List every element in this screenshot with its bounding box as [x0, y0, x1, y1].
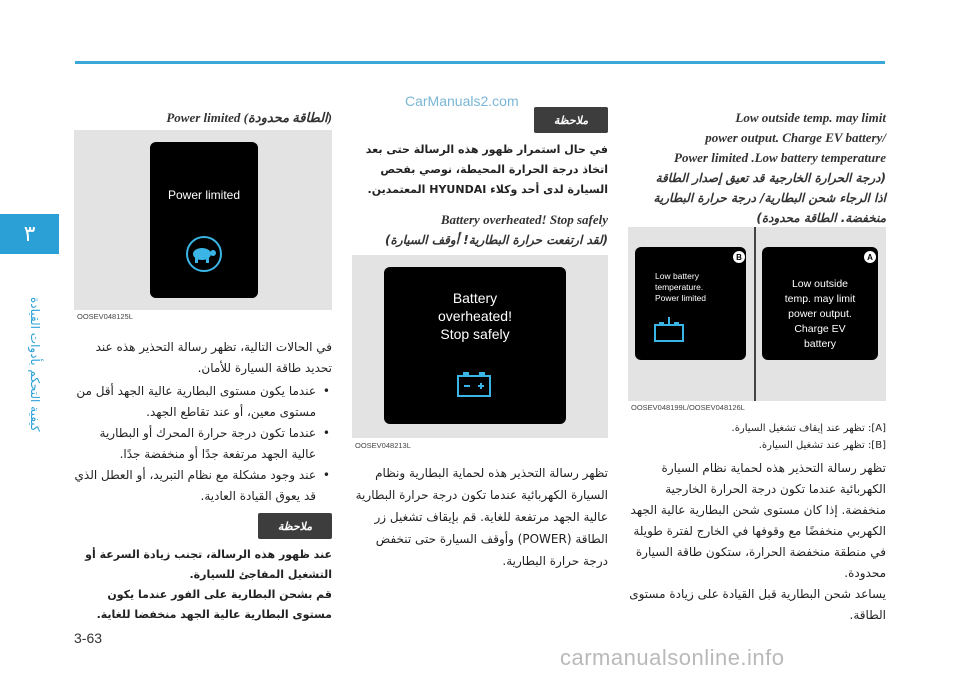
caution-badge	[258, 513, 332, 539]
screen-line: Stop safely	[440, 326, 510, 342]
intro: في الحالات التالية، تظهر رسالة التحذير هذه عند تحديد طاقة السيارة للأمان.	[95, 340, 332, 375]
caution-badge	[534, 107, 608, 133]
figure-caption: OOSEV048213L	[355, 441, 411, 450]
screen-a-line: power output.	[788, 308, 852, 320]
caution-text: عند ظهور هذه الرسالة، تجنب زيادة السرعة أو التشغيل المفاجئ للسيارة.	[85, 548, 332, 581]
battery-heat-icon	[649, 317, 689, 347]
middle-caution	[352, 140, 608, 200]
screen-a-line: Low outside	[791, 278, 849, 290]
screen-a-line: Charge EV	[794, 323, 846, 335]
screen-power-limited	[150, 142, 258, 298]
heading-en-line: Battery overheated! Stop safely	[440, 212, 608, 227]
screen-b-line: Low battery	[655, 271, 699, 281]
screen-line: Battery	[452, 290, 498, 306]
right-column-heading	[628, 108, 886, 228]
screen-b-line: Power limited	[655, 293, 707, 303]
page-number: 3-63	[74, 630, 103, 646]
middle-body	[352, 462, 608, 572]
screen-overheated	[384, 267, 566, 424]
list-item: • عند وجود مشكلة مع نظام التبريد، أو العطل الذي قد يعوق القيادة العادية.	[74, 465, 332, 507]
list-item: • عندما يكون مستوى البطارية عالية الجهد أقل من مستوى معين، أو عند تقاطع الجهد.	[74, 381, 332, 423]
heading-en-line: /power output. Charge EV battery	[705, 130, 886, 145]
paragraph: تظهر رسالة التحذير هذه لحماية البطارية ونظام السيارة الكهربائية عندما تكون درجة حرارة البطارية عالية الجهد مرتفعة للغاية. قم بإيقاف تشغيل زر الطاقة (POWER) وأوقف السيارة حتى تنخفض درجة حرارة البطارية.	[355, 466, 608, 568]
chapter-tab	[0, 214, 59, 254]
heading-ar-line: (درجة الحرارة الخارجية قد تعيق إصدار الطاقة	[655, 171, 886, 185]
screen-a-line: battery	[803, 338, 837, 350]
screen-b-text	[655, 271, 706, 304]
figure-caption: OOSEV048125L	[77, 312, 133, 321]
right-column-body	[628, 420, 886, 626]
caution-label: ملاحظة	[553, 113, 589, 127]
left-body	[74, 337, 332, 507]
figure-divider	[754, 227, 756, 401]
label-a: A	[864, 251, 876, 263]
heading-en-line: Power limited .Low battery temperature	[674, 150, 886, 165]
watermark: CarManuals2.com	[405, 93, 519, 109]
screen-b-line: temperature.	[655, 282, 704, 292]
screen-line: overheated!	[438, 308, 512, 324]
paragraph: يساعد شحن البطارية قبل القيادة على زيادة مستوى الطاقة.	[629, 587, 886, 622]
heading-ar-line: اذا الرجاء شحن البطارية/ درجة حرارة البطارية	[653, 191, 886, 205]
heading-en-line: Low outside temp. may limit	[735, 110, 886, 125]
left-heading	[74, 108, 332, 128]
note-a: [A]: تظهر عند إيقاف تشغيل السيارة.	[731, 423, 886, 434]
chapter-number: ٣	[23, 221, 36, 247]
turtle-icon	[184, 234, 224, 274]
figure-power-limited	[74, 130, 332, 321]
bottom-watermark: carmanualsonline.info	[560, 645, 785, 670]
paragraph: تظهر رسالة التحذير هذه لحماية نظام السيارة الكهربائية عندما تكون درجة الحرارة الخارجية منخفضة. إذا كان مستوى شحن البطارية عالية الجهد الكهربي منخفضًا مع وقوفها في الخارج لفترة طويلة في منطقة منخفضة الحرارة، ستكون طاقة السيارة محدودة.	[630, 461, 886, 580]
screen-a	[762, 247, 878, 360]
heading-ar-line: (لقد ارتفعت حرارة البطارية! أوقف السيارة)	[385, 233, 608, 247]
left-caution	[74, 545, 332, 625]
screen-a-line: temp. may limit	[784, 293, 856, 305]
figure-low-temp	[628, 227, 886, 412]
list-item: • عندما تكون درجة حرارة المحرك أو البطارية عالية الجهد مرتفعة جدًا أو منخفضة جدًا.	[74, 423, 332, 465]
middle-heading	[352, 210, 608, 250]
chapter-title: ﻛﻴﻔﻴﺔ ﺍﻟﺘﺤﻜﻢ ﺑﺄﺩﻭﺍﺕ ﺍﻟﻘﻴﺎﺩﺓ	[28, 297, 42, 432]
bullet-list	[74, 381, 332, 507]
label-b: B	[733, 251, 745, 263]
caution-text: قم بشحن البطارية على الفور عندما يكون مستوى البطارية عالية الجهد منخفضا للغاية.	[96, 588, 332, 621]
screen-a-text	[762, 277, 878, 352]
figure-caption: OOSEV048199L/OOSEV048126L	[631, 403, 745, 412]
figure-overheated	[352, 255, 608, 450]
screen-line: Power limited	[167, 188, 241, 202]
battery-icon	[456, 369, 494, 399]
screen-overheated-text	[384, 289, 566, 343]
note-b: [B]: تظهر عند تشغيل السيارة.	[758, 440, 886, 451]
caution-text: في حال استمرار ظهور هذه الرسالة حتى بعد اتخاذ درجة الحرارة المحيطة، نوصي بفحص السيارة لدى أحد وكلاء HYUNDAI المعتمدين.	[365, 143, 608, 196]
heading-en-line: (الطاقة محدودة) Power limited	[166, 110, 332, 125]
heading-ar-line: منخفضة. الطاقة محدودة)	[756, 211, 886, 225]
screen-b	[635, 247, 746, 360]
caution-label: ملاحظة	[277, 519, 313, 533]
header-rule	[75, 61, 885, 64]
